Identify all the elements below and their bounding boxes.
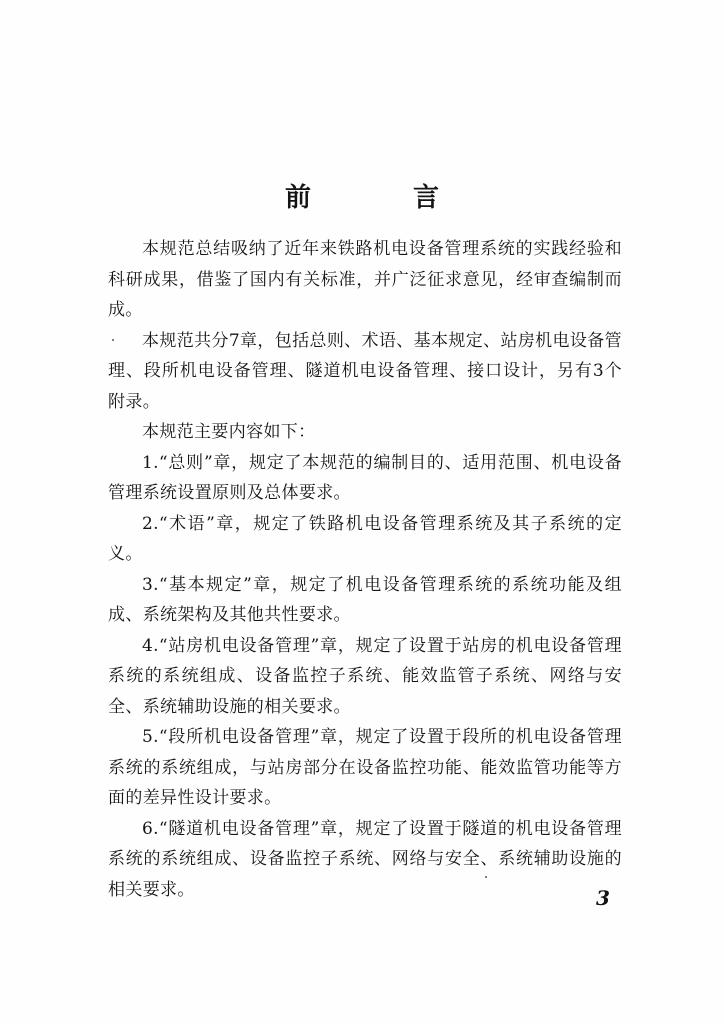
list-item: 1.“总则”章，规定了本规范的编制目的、适用范围、机电设备管理系统设置原则及总体要求。 <box>108 452 622 503</box>
paragraph: 本规范共分7章，包括总则、术语、基本规定、站房机电设备管理、段所机电设备管理、隧道机电设备管理、接口设计，另有3个附录。 <box>108 330 622 412</box>
page-title: 前 言 <box>284 183 477 213</box>
list-item: 2.“术语”章，规定了铁路机电设备管理系统及其子系统的定义。 <box>108 513 622 564</box>
list-item: 6.“隧道机电设备管理”章，规定了设置于隧道的机电设备管理系统的系统组成、设备监控子系统、网络与安全、系统辅助设施的相关要求。 <box>108 818 622 900</box>
scan-speck <box>112 339 114 341</box>
list-item: 5.“段所机电设备管理”章，规定了设置于段所的机电设备管理系统的系统组成，与站房部分在设备监控功能、能效监管功能等方面的差异性设计要求。 <box>108 727 622 808</box>
paragraph: 本规范主要内容如下： <box>142 422 316 442</box>
scan-speck <box>485 876 487 878</box>
list-item: 4.“站房机电设备管理”章，规定了设置于站房的机电设备管理系统的系统组成、设备监控子系统、能效监管子系统、网络与安全、系统辅助设施的相关要求。 <box>108 635 622 717</box>
preface-body <box>108 234 622 905</box>
list-item: 3.“基本规定”章，规定了机电设备管理系统的系统功能及组成、系统架构及其他共性要求。 <box>108 574 622 625</box>
page-number: 3 <box>596 886 610 910</box>
paragraph: 本规范总结吸纳了近年来铁路机电设备管理系统的实践经验和科研成果，借鉴了国内有关标准，并广泛征求意见，经审查编制而成。 <box>108 239 622 320</box>
